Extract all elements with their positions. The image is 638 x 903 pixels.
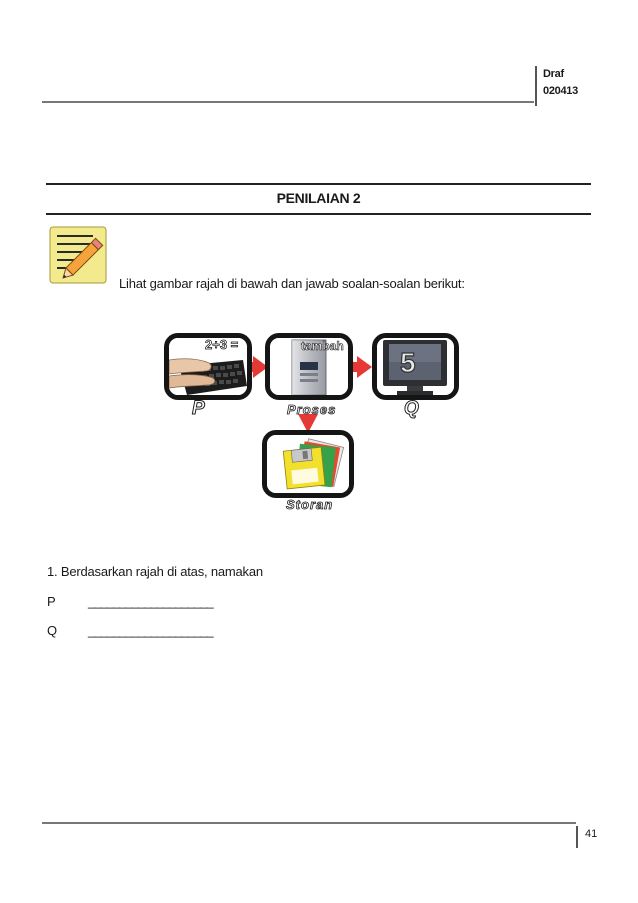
page-number: 41 xyxy=(576,826,597,848)
diagram-label-proses: Proses xyxy=(287,402,337,417)
answer-blank-q[interactable]: ____________________ xyxy=(88,623,213,638)
process-operation-text: tambah xyxy=(301,339,344,353)
draft-code: 020413 xyxy=(543,85,578,97)
draft-label: Draf xyxy=(543,68,564,80)
section-title: PENILAIAN 2 xyxy=(276,190,361,206)
footer-divider xyxy=(42,822,576,824)
diagram-box-storan xyxy=(262,430,354,498)
answer-label-p: P xyxy=(47,594,56,609)
diagram-label-q: Q xyxy=(404,398,420,419)
instruction-text: Lihat gambar rajah di bawah dan jawab soalan-soalan berikut: xyxy=(119,276,465,291)
result-number: 5 xyxy=(400,347,416,378)
question-text: 1. Berdasarkan rajah di atas, namakan xyxy=(47,564,263,579)
answer-label-q: Q xyxy=(47,623,58,638)
floppy-disk-icon xyxy=(267,435,349,493)
diagram-label-p: P xyxy=(192,398,206,419)
diagram-label-storan: Storan xyxy=(286,497,334,512)
arrow-proses-to-q xyxy=(350,356,372,378)
equation-text: 2+3 = xyxy=(205,337,239,352)
answer-blank-p[interactable]: ____________________ xyxy=(88,594,213,609)
